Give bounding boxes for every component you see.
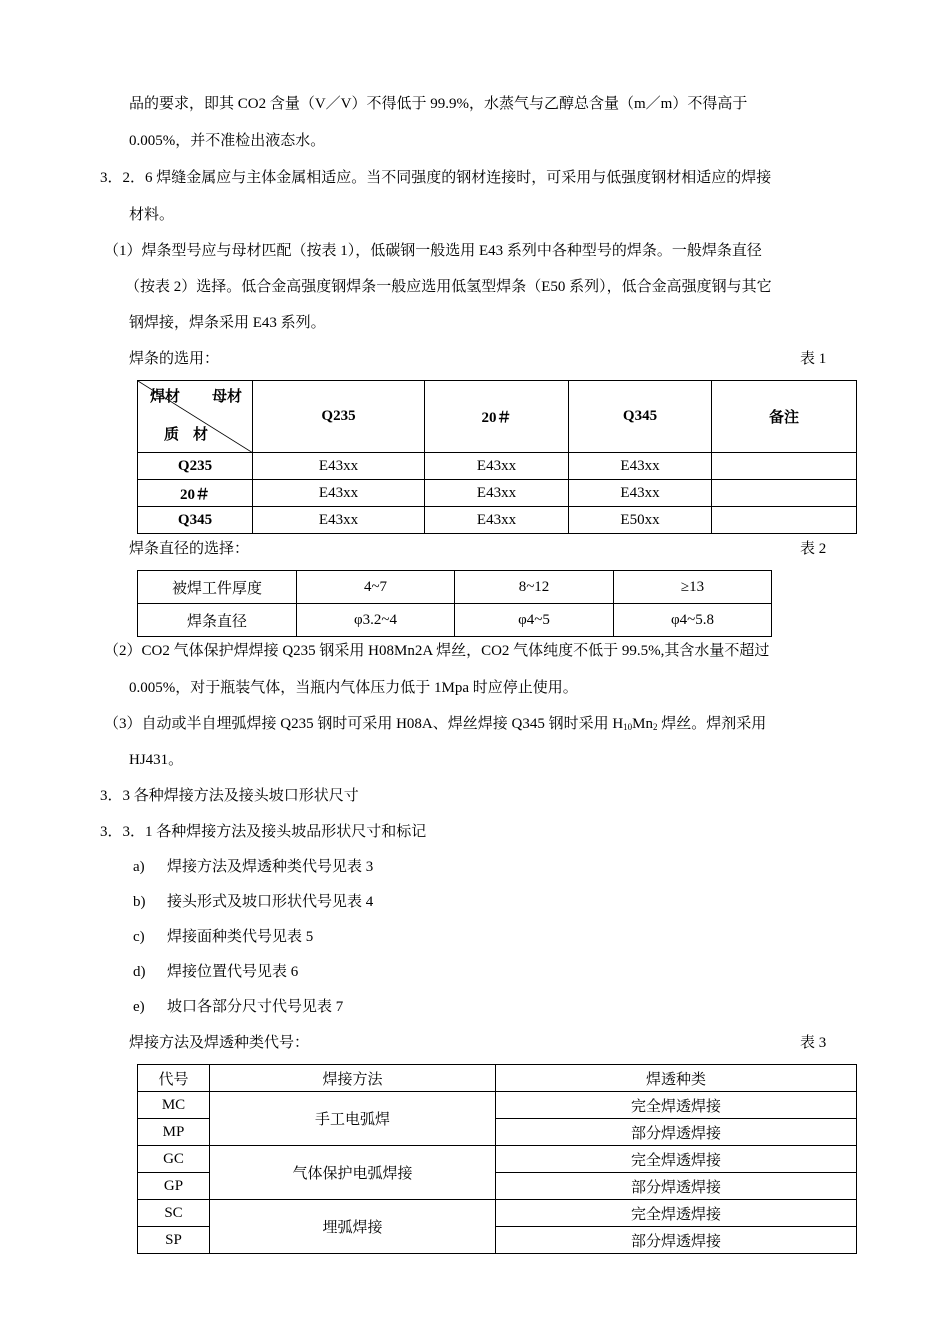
list-marker: d) bbox=[133, 964, 146, 980]
list-text: 焊接位置代号见表 6 bbox=[167, 964, 299, 980]
table-cell: 8~12 bbox=[455, 571, 614, 604]
text-run: 焊丝。焊剂采用 bbox=[657, 716, 767, 732]
table-cell: φ4~5.8 bbox=[614, 604, 772, 637]
table-caption: 焊条直径的选择： bbox=[129, 541, 250, 557]
table-number: 表 3 bbox=[800, 1035, 827, 1051]
type-cell: 完全焊透焊接 bbox=[496, 1200, 857, 1227]
method-cell: 手工电弧焊 bbox=[210, 1092, 496, 1146]
code-cell: MC bbox=[138, 1092, 210, 1119]
paragraph-line: 0.005%，对于瓶装气体，当瓶内气体压力低于 1Mpa 时应停止使用。 bbox=[129, 680, 578, 696]
text-run: Mn bbox=[632, 716, 654, 732]
table-cell: φ3.2~4 bbox=[297, 604, 455, 637]
table-cell: 4~7 bbox=[297, 571, 455, 604]
list-item bbox=[133, 857, 374, 877]
paragraph-line: （2）CO2 气体保护焊焊接 Q235 钢采用 H08Mn2A 焊丝，CO2 气体纯度不低于 99.5%,其含水量不超过 bbox=[104, 643, 770, 659]
table-number: 表 2 bbox=[800, 541, 827, 557]
list-text: 接头形式及坡口形状代号见表 4 bbox=[167, 894, 374, 910]
table-number: 表 1 bbox=[800, 351, 827, 367]
list-marker: a) bbox=[133, 859, 145, 875]
table-cell: E43xx bbox=[569, 480, 712, 507]
list-item bbox=[133, 927, 314, 947]
table-cell: E43xx bbox=[253, 507, 425, 534]
column-header: 焊接方法 bbox=[210, 1065, 496, 1092]
list-marker: c) bbox=[133, 929, 145, 945]
row-header: 焊条直径 bbox=[138, 604, 297, 637]
paragraph-line: 材料。 bbox=[129, 207, 175, 223]
table-cell: E43xx bbox=[253, 480, 425, 507]
code-cell: GC bbox=[138, 1146, 210, 1173]
electrode-diameter-table bbox=[137, 570, 772, 637]
type-cell: 部分焊透焊接 bbox=[496, 1119, 857, 1146]
table-cell: E43xx bbox=[253, 453, 425, 480]
list-marker: e) bbox=[133, 999, 145, 1015]
column-header: 20＃ bbox=[425, 381, 569, 453]
table-caption: 焊条的选用： bbox=[129, 351, 220, 367]
column-header: Q345 bbox=[569, 381, 712, 453]
list-item bbox=[133, 962, 299, 982]
list-item bbox=[133, 997, 344, 1017]
method-cell: 埋弧焊接 bbox=[210, 1200, 496, 1254]
text-run: （3）自动或半自埋弧焊接 Q235 钢时可采用 H08A、焊丝焊接 Q345 钢时采用 H bbox=[104, 716, 624, 732]
code-cell: SC bbox=[138, 1200, 210, 1227]
electrode-selection-table bbox=[137, 380, 857, 534]
list-text: 焊接面种类代号见表 5 bbox=[167, 929, 314, 945]
table-cell: E43xx bbox=[425, 507, 569, 534]
corner-label: 母材 bbox=[211, 389, 242, 405]
row-header: Q345 bbox=[138, 507, 253, 534]
welding-method-table bbox=[137, 1064, 857, 1254]
table-cell: φ4~5 bbox=[455, 604, 614, 637]
subscript: 10 bbox=[623, 722, 633, 732]
table-cell bbox=[712, 480, 857, 507]
column-header: 焊透种类 bbox=[496, 1065, 857, 1092]
list-marker: b) bbox=[133, 894, 146, 910]
code-cell: SP bbox=[138, 1227, 210, 1254]
table-corner-cell bbox=[138, 381, 253, 453]
list-text: 焊接方法及焊透种类代号见表 3 bbox=[167, 859, 374, 875]
column-header: 备注 bbox=[712, 381, 857, 453]
table-caption: 焊接方法及焊透种类代号： bbox=[129, 1035, 310, 1051]
paragraph-line: （1）焊条型号应与母材匹配（按表 1），低碳钢一般选用 E43 系列中各种型号的焊条。一般焊条直径 bbox=[104, 243, 762, 259]
corner-label: 质材 bbox=[164, 427, 223, 443]
row-header: 被焊工件厚度 bbox=[138, 571, 297, 604]
type-cell: 完全焊透焊接 bbox=[496, 1146, 857, 1173]
list-item bbox=[133, 892, 374, 912]
section-heading: 3．3．1 各种焊接方法及接头坡品形状尺寸和标记 bbox=[100, 824, 427, 840]
type-cell: 完全焊透焊接 bbox=[496, 1092, 857, 1119]
type-cell: 部分焊透焊接 bbox=[496, 1173, 857, 1200]
column-header: 代号 bbox=[138, 1065, 210, 1092]
paragraph-line: 0.005%，并不准检出液态水。 bbox=[129, 133, 326, 149]
row-header: Q235 bbox=[138, 453, 253, 480]
table-cell: ≥13 bbox=[614, 571, 772, 604]
method-cell: 气体保护电弧焊接 bbox=[210, 1146, 496, 1200]
paragraph-line: 品的要求，即其 CO2 含量（V／V）不得低于 99.9%，水蒸气与乙醇总含量（m／m）不得高于 bbox=[129, 96, 748, 112]
table-cell: E43xx bbox=[425, 453, 569, 480]
paragraph-line: （按表 2）选择。低合金高强度钢焊条一般应选用低氢型焊条（E50 系列），低合金高强度钢与其它 bbox=[125, 279, 772, 295]
column-header: Q235 bbox=[253, 381, 425, 453]
list-text: 坡口各部分尺寸代号见表 7 bbox=[167, 999, 344, 1015]
table-cell: E50xx bbox=[569, 507, 712, 534]
subscript: 2 bbox=[653, 722, 658, 732]
table-cell bbox=[712, 507, 857, 534]
row-header: 20＃ bbox=[138, 480, 253, 507]
section-heading: 3．3 各种焊接方法及接头坡口形状尺寸 bbox=[100, 788, 359, 804]
paragraph-line: 钢焊接，焊条采用 E43 系列。 bbox=[129, 315, 326, 331]
table-cell bbox=[712, 453, 857, 480]
corner-label: 焊材 bbox=[150, 389, 181, 405]
section-paragraph: 3．2．6 焊缝金属应与主体金属相适应。当不同强度的钢材连接时，可采用与低强度钢材相适应的焊接 bbox=[100, 170, 772, 186]
paragraph-line bbox=[104, 714, 766, 737]
code-cell: GP bbox=[138, 1173, 210, 1200]
table-cell: E43xx bbox=[425, 480, 569, 507]
table-cell: E43xx bbox=[569, 453, 712, 480]
code-cell: MP bbox=[138, 1119, 210, 1146]
paragraph-line: HJ431。 bbox=[129, 752, 184, 768]
type-cell: 部分焊透焊接 bbox=[496, 1227, 857, 1254]
